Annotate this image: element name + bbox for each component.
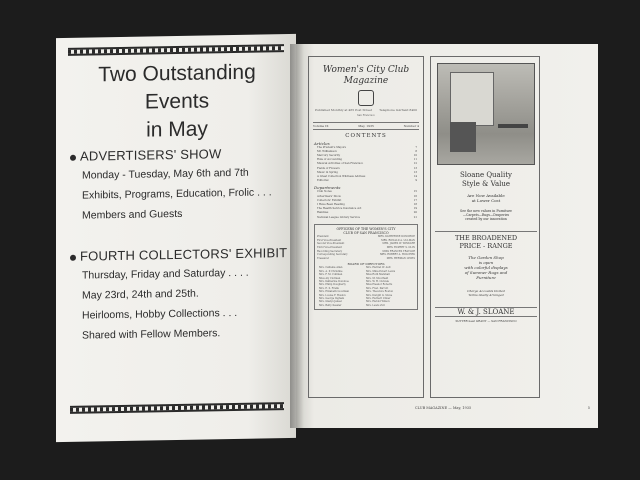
bullet-icon (70, 254, 76, 260)
board-list (317, 266, 415, 307)
event-line: Members and Guests (82, 207, 183, 222)
ad-headline-2: Style & Value (461, 180, 511, 188)
ad-brand: W. & J. SLOANE (435, 307, 537, 317)
event-line: Shared with Fellow Members. (82, 327, 221, 342)
ad-garden-3: with colorful displays (464, 265, 508, 270)
officer-row-label: President (317, 235, 329, 239)
ad-see-1: See the new values in Furniture (460, 209, 512, 213)
event-line: Exhibits, Programs, Education, Frolic . . . (82, 186, 272, 202)
board-member: Mrs. Fred. Parrott (366, 286, 389, 290)
event-collectors-exhibit (70, 244, 290, 346)
table-image (498, 124, 528, 156)
board-member: Miss Eleanor Roberts (366, 283, 393, 287)
officer-row-label: Second Vice-President (317, 242, 345, 246)
toc-article-row-label: Music in Spring (317, 170, 338, 174)
officer-row-label: Treasurer (317, 256, 330, 260)
event-heading: FOURTH COLLECTORS' EXHIBIT (80, 245, 288, 264)
toc-article-row-value: 12 (413, 162, 417, 166)
ad-sub-1: Are Now Available (467, 193, 505, 198)
officer-row-value: MRS. RONALD A. ULLMAN (381, 238, 415, 242)
officers-box (314, 224, 418, 310)
toc-article-row-value: 10 (413, 153, 417, 157)
officer-row-value: MRS. KATHERINE DONOHOE (377, 235, 415, 239)
toc-article-row-value: 13 (413, 170, 417, 174)
title-line-2: in May (146, 117, 208, 142)
chair-image (450, 122, 476, 152)
toc-article-row-value: 7 (415, 145, 417, 149)
articles-list (309, 146, 423, 184)
toc-department-row-value: 20 (413, 211, 417, 215)
board-member: Mrs. Mina Pobert Lewis (366, 269, 396, 273)
event-line: Monday - Tuesday, May 6th and 7th (82, 166, 249, 182)
toc-department-row-value: 15 (413, 190, 417, 194)
officer-row-label: Third Vice-President (317, 245, 342, 249)
event-advertisers-show (70, 144, 290, 226)
board-member: Mrs. Cathelia Allen (319, 266, 343, 270)
event-heading: ADVERTISERS' SHOW (80, 146, 222, 164)
ad-address: SUTTER near GRANT — SAN FRANCISCO (455, 319, 517, 323)
toc-article-row (309, 179, 423, 183)
officer-row-value: MRS. RUPERT S. OLIN (386, 245, 415, 249)
masthead-note: San Francisco (356, 114, 376, 117)
ad-headline-1: Sloane Quality (460, 171, 512, 179)
board-member: Mrs. F. M. Cullinan (319, 273, 343, 277)
ad-charge-2: Terms Gladly Arranged (468, 293, 504, 297)
ad-sub-2: at Lower Cost (471, 198, 501, 203)
ad-price-range (435, 231, 537, 250)
toc-department-row-label: The Health Service Insurance Act (317, 207, 362, 211)
title-line-1: Two Outstanding Events (98, 60, 256, 114)
toc-article-row-label: Mr. Williamson (317, 149, 337, 153)
toc-department-row-value: 19 (413, 207, 417, 211)
officer-row-label: Corresponding Secretary (317, 253, 348, 257)
toc-department-row-label: National League Library Service (317, 215, 360, 219)
board-member: Mrs. Elizabeth Goodman (319, 290, 350, 294)
board-member: Mrs. Louise F. Huston (319, 293, 346, 297)
board-member: Mrs. Philip Dougherty (319, 283, 346, 287)
board-member: Miss Ruth Marshall (366, 273, 390, 277)
board-member: Mrs. Theodore Roston (366, 290, 394, 294)
toc-article-row-value: 14 (413, 174, 417, 178)
sloane-advertisement (430, 56, 540, 398)
contents-heading: CONTENTS (345, 132, 387, 139)
toc-article-row-label: A Great Collection Wildness Address (317, 174, 366, 178)
toc-department-row-value: 16 (413, 194, 417, 198)
board-heading: BOARD OF DIRECTORS (347, 262, 385, 267)
toc-department-row-label: Rambles (317, 211, 329, 215)
masthead-title-2: Magazine (343, 76, 389, 86)
board-member: Mrs. E. S. Frank (319, 286, 339, 290)
ad-garden-2: is open (478, 260, 494, 265)
toc-article-row-value: 8 (415, 149, 417, 153)
officer-row-value: MRS. HERMAN LEWIS (386, 256, 415, 260)
toc-department-row-value: 18 (413, 202, 417, 206)
toc-department-row-label: Club Notes (317, 190, 332, 194)
board-member: Mrs. George Ingham (319, 296, 345, 300)
bullet-icon (70, 154, 76, 160)
ad-charge-1: Charge Accounts Invited (467, 289, 505, 293)
toc-article-row-label: Fields of Flowers (317, 166, 340, 170)
toc-department-row-label: Advertisers' Show (317, 194, 341, 198)
ad-garden-1: The Garden Shop (468, 255, 504, 260)
magazine-masthead (309, 65, 423, 87)
ad-broad-1: THE BROADENED (454, 234, 518, 242)
toc-article-row-label: Editorial (317, 179, 329, 183)
toc-article-row-label: Musical Activities of San Francisco (317, 162, 364, 166)
board-member: Mrs. Harriet W. Ault (366, 266, 391, 270)
toc-article-row-value: 11 (413, 158, 417, 162)
toc-department-row (309, 216, 423, 220)
announcement-title (66, 58, 288, 146)
articles-heading: Articles (314, 140, 330, 146)
ad-garden-5: Furniture (476, 275, 496, 280)
ad-headline (435, 171, 537, 189)
board-member: Mrs. Harold Wilson (366, 300, 390, 304)
ad-see-3: created by our innovation (465, 217, 507, 222)
club-seal-icon (358, 90, 374, 106)
ad-charge-accounts (435, 289, 537, 297)
toc-article-row-label: Rule of Accounting (317, 158, 343, 162)
event-line: Heirlooms, Hobby Collections . . . (82, 306, 238, 322)
contents-column (308, 56, 424, 398)
toc-article-row-label: The Prudent's Mayors (317, 145, 346, 149)
toc-article-row-value: 13 (413, 166, 417, 170)
issue-date: May, 1935 (358, 123, 374, 128)
board-member: Mrs. W. H. Outvale (366, 279, 389, 283)
officer-row-label: First Vice-President (317, 238, 342, 242)
issue-number: Number 4 (403, 123, 419, 128)
page-number: 5 (587, 406, 590, 410)
toc-department-row-label: Collectors' Exhibit (317, 198, 342, 202)
departments-list (309, 190, 423, 219)
event-line: Thursday, Friday and Saturday . . . . (82, 266, 249, 282)
toc-department-row-value: 21 (413, 215, 417, 219)
events-announcement (56, 34, 296, 442)
volume-line (313, 122, 419, 130)
publication-note: Published Monthly at 465 Post Street (315, 108, 372, 112)
board-member: Mrs. A. P. Christine (319, 269, 343, 273)
board-member: Mrs. Katherine Donohoe (319, 279, 349, 283)
board-member: Mrs. Dwight G. Stone (366, 293, 393, 297)
volume: Volume IX (313, 123, 329, 128)
room-photo (437, 63, 535, 165)
officers-list (317, 235, 415, 260)
window-image (450, 72, 494, 126)
right-page (296, 44, 598, 428)
officer-row (317, 257, 415, 261)
board-member: Miss Aly Clotman (319, 276, 341, 280)
page-footer: CLUB MAGAZINE — May, 1935 (414, 406, 472, 410)
officer-row-value: MRS. ROBERT A. HOLCHEK (379, 253, 415, 257)
ad-see-2: —Carpets—Rugs—Draperies (462, 213, 510, 218)
officers-heading-2: CLUB OF SAN FRANCISCO (343, 230, 389, 235)
ad-broad-2: PRICE - RANGE (459, 242, 513, 250)
ad-subheadline (435, 193, 537, 203)
board-member: Mrs. Betty Kessler (319, 303, 342, 307)
toc-article-row-label: Mercury Security (317, 153, 341, 157)
board-member: Mrs. Lewis Zoll (366, 303, 385, 307)
telephone-note: Telephone GArfield 8400 (379, 108, 417, 112)
ad-garden-4: of Summer Rugs and (464, 270, 508, 275)
toc-department-row-value: 17 (413, 198, 417, 202)
toc-article-row-value: 9 (415, 179, 417, 183)
board-member: Mrs. M. Mourfield (366, 276, 389, 280)
officer-row-value: MRS. JAMES W. WINKLER (382, 242, 415, 246)
board-member: Mrs. Herbert Ulmer (366, 296, 391, 300)
masthead-title-1: Women's City Club (322, 65, 410, 75)
spine-shadow (290, 44, 304, 428)
officer-row-label: Recording Secretary (317, 249, 343, 253)
officers-heading-1: OFFICERS OF THE WOMEN'S CITY (336, 226, 396, 231)
departments-heading: Departments (314, 185, 341, 191)
ad-garden-shop (435, 255, 537, 280)
board-member: Mrs. Gladys Jansel (319, 300, 342, 304)
toc-department-row-label: I Have Been Reading (317, 202, 345, 206)
ad-see-values (435, 209, 537, 222)
left-page (56, 34, 296, 442)
officer-row-value: MISS FRANCES TRAYLOR (382, 249, 415, 253)
event-line: May 23rd, 24th and 25th. (82, 287, 199, 302)
